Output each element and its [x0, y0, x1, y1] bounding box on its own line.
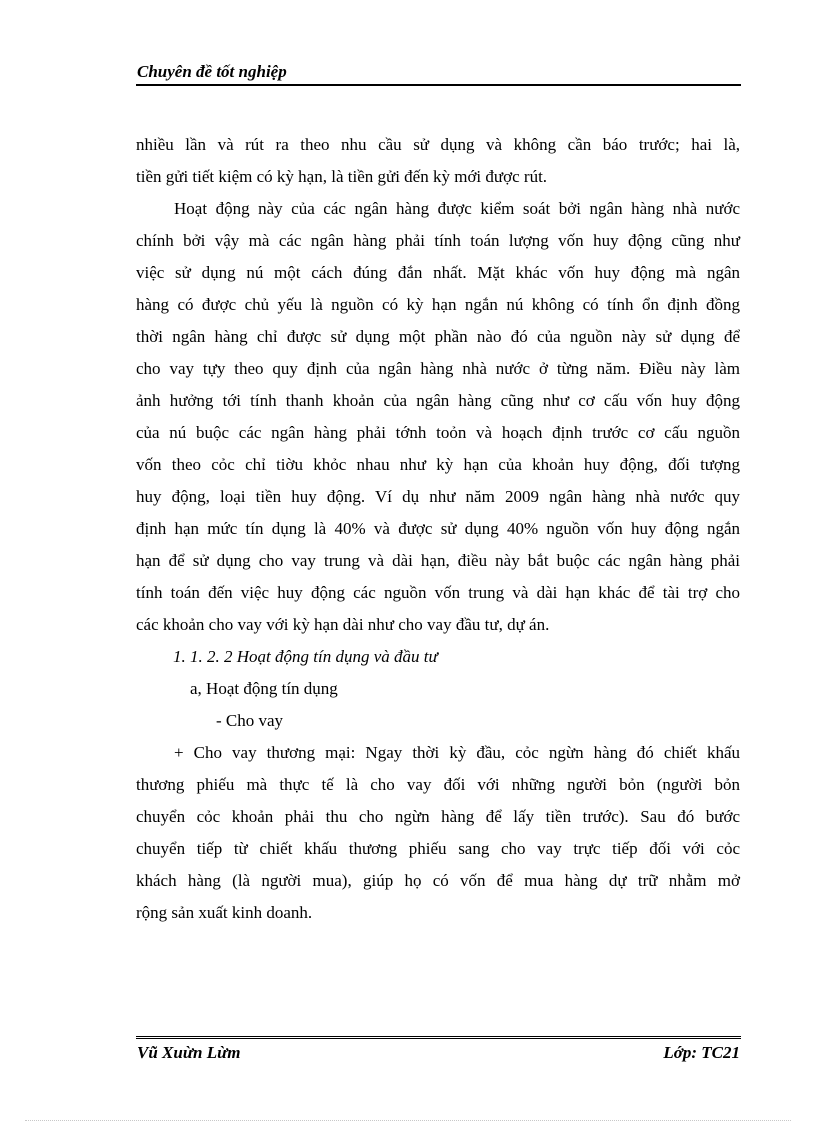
- section-heading: 1. 1. 2. 2 Hoạt động tín dụng và đầu tư: [173, 647, 438, 666]
- footer-author: Vũ Xuừn Lừm: [137, 1043, 241, 1062]
- text-line: thời ngân hàng chỉ được sử dụng một phần nào đó của nguồn này sử dụng để: [136, 327, 740, 346]
- text-line: khách hàng (là người mua), giúp họ có vốn để mua hàng dự trữ nhằm mở: [136, 871, 740, 890]
- footer-rule: [136, 1036, 741, 1040]
- text-line: chuyển tiếp từ chiết khấu thương phiếu sang cho vay trực tiếp đối với cỏc: [136, 839, 740, 858]
- text-line: tính toán đến việc huy động các nguồn vốn trung và dài hạn khác để tài trợ cho: [136, 583, 740, 602]
- text-line: chính bởi vậy mà các ngân hàng phải tính toán lượng vốn huy động cũng như: [136, 231, 740, 250]
- text-line: chuyển cỏc khoản phải thu cho ngừn hàng để lấy tiền trước). Sau đó bước: [136, 807, 740, 826]
- text-line: của nú buộc các ngân hàng phải tớnh toỏn và hoạch định trước cơ cấu nguồn: [136, 423, 740, 442]
- text-line: nhiều lần và rút ra theo nhu cầu sử dụng và không cần báo trước; hai là,: [136, 135, 740, 154]
- text-line: huy động, loại tiền huy động. Ví dụ như năm 2009 ngân hàng nhà nước quy: [136, 487, 740, 506]
- text-line: tiền gửi tiết kiệm có kỳ hạn, là tiền gửi đến kỳ mới được rút.: [136, 167, 548, 186]
- text-line: + Cho vay thương mại: Ngay thời kỳ đầu, cỏc ngừn hàng đó chiết khấu: [174, 743, 740, 762]
- text-line: Hoạt động này của các ngân hàng được kiểm soát bởi ngân hàng nhà nước: [174, 199, 740, 218]
- text-line: cho vay tựy theo quy định của ngân hàng nhà nước ở từng năm. Điều này làm: [136, 359, 740, 378]
- list-item: - Cho vay: [216, 711, 284, 730]
- text-line: các khoản cho vay với kỳ hạn dài như cho vay đầu tư, dự án.: [136, 615, 550, 634]
- text-line: việc sử dụng nú một cách đúng đắn nhất. Mặt khác vốn huy động mà ngân: [136, 263, 740, 282]
- text-line: rộng sản xuất kinh doanh.: [136, 903, 313, 922]
- page-edge: [25, 1120, 791, 1121]
- text-line: ảnh hưởng tới tính thanh khoản của ngân hàng cũng như cơ cấu vốn huy động: [136, 391, 740, 410]
- body-text: [136, 129, 740, 929]
- text-line: hạn để sử dụng cho vay trung và dài hạn, điều này bắt buộc các ngân hàng phải: [136, 551, 740, 570]
- text-line: thương phiếu mà thực tế là cho vay đối với những người bỏn (người bỏn: [136, 775, 740, 794]
- subsection-heading: a, Hoạt động tín dụng: [190, 679, 338, 698]
- header-rule: [136, 84, 741, 86]
- text-line: định hạn mức tín dụng là 40% và được sử dụng 40% nguồn vốn huy động ngắn: [136, 519, 740, 538]
- header-title: Chuyên đề tốt nghiệp: [137, 62, 287, 81]
- text-line: hàng có được chủ yếu là nguồn có kỳ hạn ngắn nú không có tính ổn định đồng: [136, 295, 740, 314]
- footer-class: Lớp: TC21: [663, 1043, 740, 1062]
- text-line: vốn theo cỏc chỉ tiờu khỏc nhau như kỳ hạn của khoản huy động, đối tượng: [136, 455, 740, 474]
